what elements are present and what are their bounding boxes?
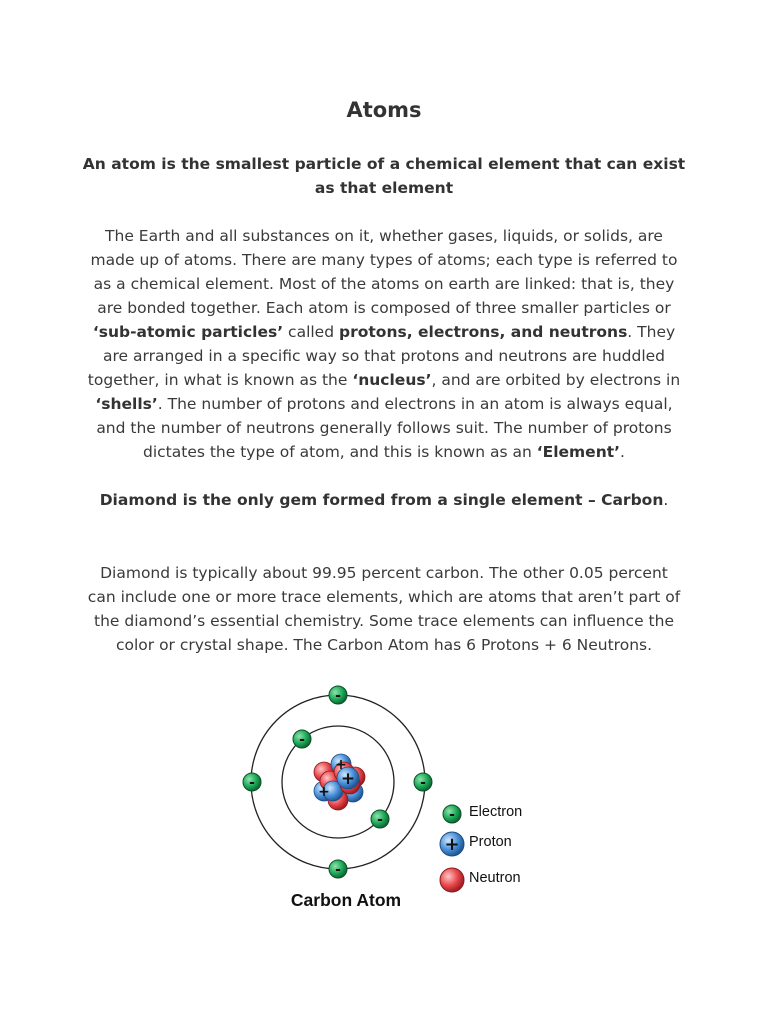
legend-electron-label: Electron	[469, 804, 523, 820]
electron-marker	[293, 730, 311, 748]
svg-text:-: -	[249, 775, 255, 791]
electron-marker	[414, 773, 432, 791]
bold-term: ‘nucleus’	[352, 371, 432, 389]
svg-text:+: +	[444, 834, 460, 855]
diamond-statement	[60, 488, 708, 512]
diamond-tail: .	[663, 491, 669, 509]
electron-marker	[329, 860, 347, 878]
diamond-paragraph: Diamond is typically about 99.95 percent carbon. The other 0.05 percent can include one or more trace elements, which are atoms that aren’t part of the diamond’s essential chemistry. Some trace elements can influence the color or crystal shape. The Carbon Atom has 6 Protons + 6 Neutrons.	[87, 564, 681, 654]
svg-text:-: -	[377, 812, 383, 828]
bold-term: protons, electrons, and neutrons	[339, 323, 628, 341]
legend-neutron-label: Neutron	[469, 870, 521, 886]
text-span: . They are arranged in a specific way so that protons and neutrons are huddled together, in what is known as the	[87, 323, 676, 389]
svg-text:-: -	[335, 688, 341, 704]
legend-neutron-icon	[440, 868, 464, 892]
figure-caption: Carbon Atom	[290, 890, 402, 910]
text-span: , and are orbited by electrons in	[431, 371, 681, 389]
page-title: Atoms	[346, 98, 422, 122]
bold-term: ‘shells’	[95, 395, 158, 413]
text-span: called	[283, 323, 339, 341]
subtitle: An atom is the smallest particle of a chemical element that can exist as that element	[82, 155, 686, 197]
bold-term: ‘Element’	[536, 443, 621, 461]
legend-electron-icon	[443, 805, 461, 823]
carbon-atom-figure	[230, 680, 550, 920]
legend	[440, 805, 464, 892]
svg-text:-: -	[335, 862, 341, 878]
svg-text:-: -	[420, 775, 426, 791]
text-span: The Earth and all substances on it, whether gases, liquids, or solids, are made up of atoms. There are many types of atoms; each type is referred to as a chemical element. Most of the atoms on earth are linked: that is, they are bonded together. Each atom is composed of three smaller particles or	[90, 227, 678, 317]
proton-sign: +	[335, 757, 347, 773]
electron-marker	[329, 686, 347, 704]
nucleus	[314, 754, 365, 810]
svg-text:-: -	[449, 807, 455, 823]
legend-proton-label: Proton	[469, 834, 512, 850]
bold-term: ‘sub-atomic particles’	[92, 323, 284, 341]
legend-proton-icon	[440, 832, 464, 856]
diamond-bold: Diamond is the only gem formed from a single element – Carbon	[99, 491, 664, 509]
proton-sign: +	[340, 769, 356, 789]
proton-sign: +	[318, 784, 330, 800]
electron-marker	[371, 810, 389, 828]
svg-text:-: -	[299, 732, 305, 748]
intro-paragraph	[86, 224, 682, 464]
text-span: .	[620, 443, 625, 461]
electron-marker	[243, 773, 261, 791]
text-span: . The number of protons and electrons in an atom is always equal, and the number of neutrons generally follows suit. The number of protons dictates the type of atom, and this is known as an	[96, 395, 673, 461]
